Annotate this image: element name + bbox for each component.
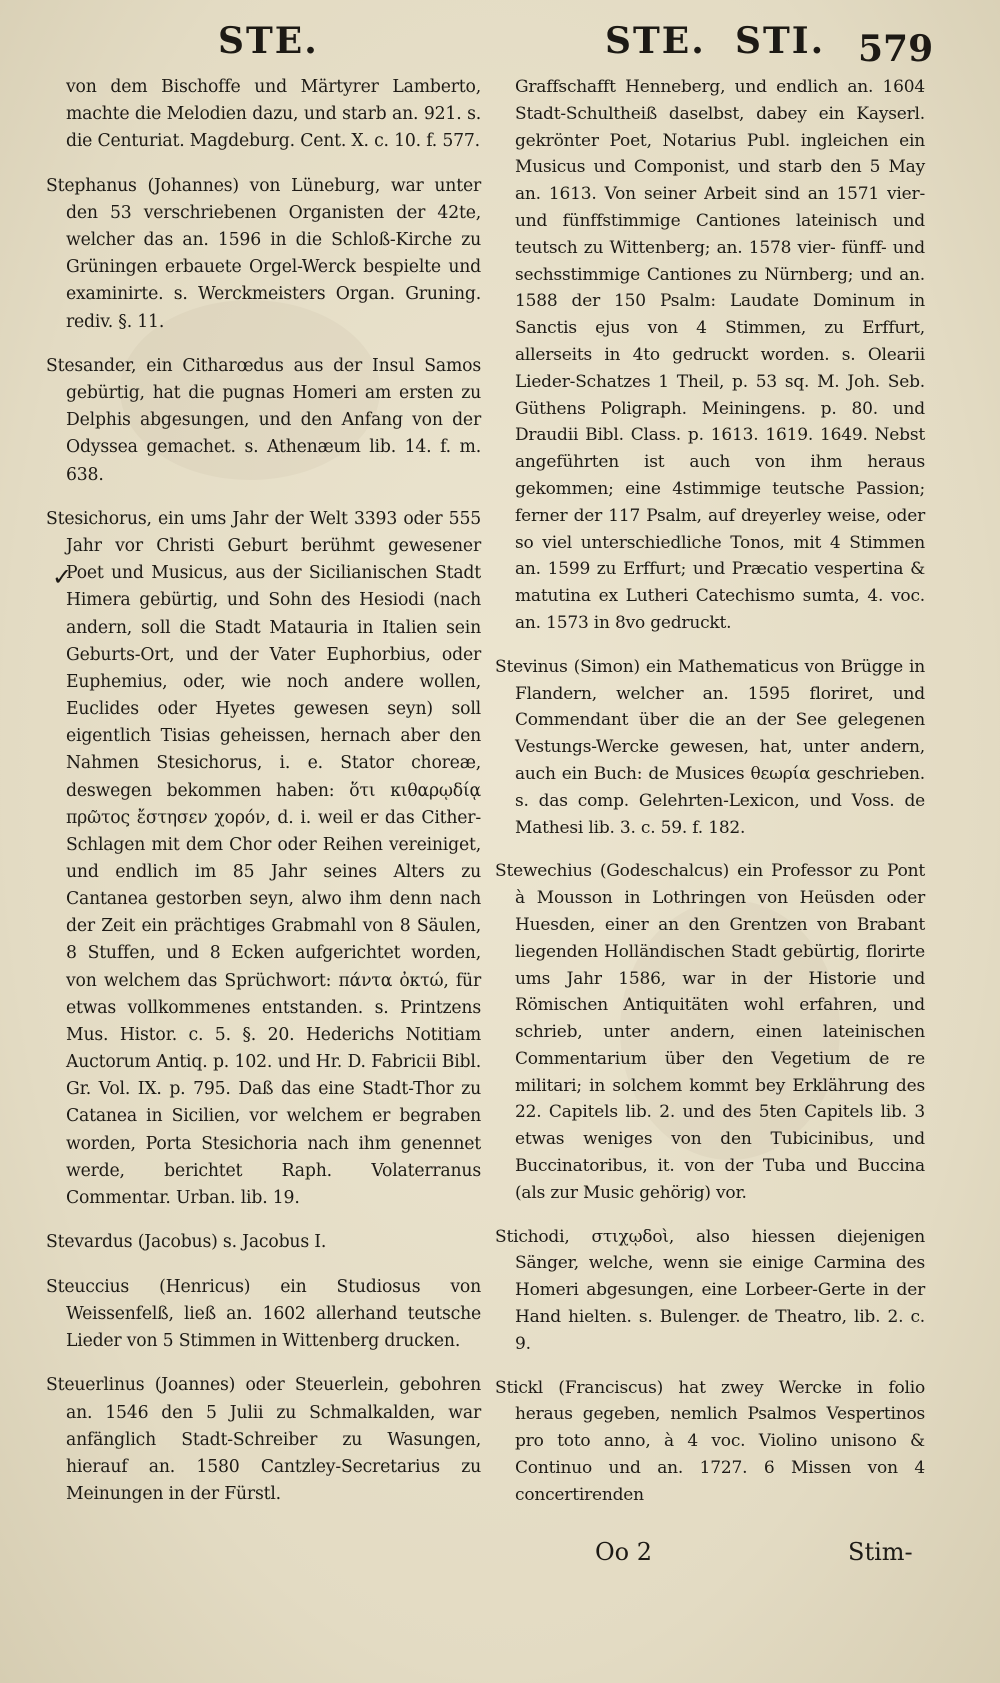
entry-stesichorus: Stesichorus, ein ums Jahr der Welt 3393 oder 555 Jahr vor Christi Geburt berühmt gewesener Poet und Musicus, aus der Sicilianischen Stadt Himera gebürtig, und Sohn des Hesiodi (nach andern, soll die Stadt Matauria in Italien sein Geburts-Ort, und der Vater Euphorbius, oder Euphemius, oder, wie noch andere wollen, Euclides oder Hyetes gewesen seyn) soll eigentlich Tisias geheissen, hernach aber den Nahmen Stesichorus, i. e. Stator choreæ, deswegen bekommen haben: ὅτι κιθαρῳδίᾳ πρῶτος ἔστησεν χορόν, d. i. weil er das Cither-Schlagen mit dem Chor oder Reihen vereiniget, und endlich im 85 Jahr seines Alters zu Cantanea gestorben seyn, alwo ihm denn nach der Zeit ein prächtiges Grabmahl von 8 Säulen, 8 Stuffen, und 8 Ecken aufgerichtet worden, von welchem das Sprüchwort: πάντα ὀκτώ, für etwas vollkommenes entstanden. s. Printzens Mus. Histor. c. 5. §. 20. Hederichs Notitiam Auctorum Antiq. p. 102. und Hr. D. Fabricii Bibl. Gr. Vol. IX. p. 795. Daß das eine Stadt-Thor zu Catanea in Sicilien, vor welchem er begraben worden, Porta Stesichoria nach ihm genennet werde, berichtet Raph. Volaterranus Commentar. Urban. lib. 19. (46, 508, 481, 1208)
page-number: 579 (858, 28, 934, 70)
entry-stewechius: Stewechius (Godeschalcus) ein Professor zu Pont à Mousson in Lothringen von Heüsden oder Huesden, einer an den Grentzen von Brabant liegenden Holländischen Stadt gebürtig, florirte ums Jahr 1586, war in der Historie und Römischen Antiquitäten wohl erfahren, und schrieb, unter andern, einen lateinischen Commentarium über den Vegetium de re militari; in solchem kommt bey Erklährung des 22. Capitels lib. 2. und des 5ten Capitels lib. 3 etwas weniges von den Tubicinibus, und Buccinatoribus, it. von der Tuba und Buccina (als zur Music gehörig) vor. (495, 861, 925, 1203)
entry-stichodi: Stichodi, στιχῳδοὶ, also hiessen diejenigen Sänger, welche, wenn sie einige Carmina des Homeri abgesungen, eine Lorbeer-Gerte in der Hand hielten. s. Bulenger. de Theatro, lib. 2. c. 9. (495, 1226, 925, 1354)
left-column (46, 74, 481, 1513)
entry-lambertus-continuation: von dem Bischoffe und Märtyrer Lamberto, machte die Melodien dazu, und starb an. 921. s. die Centuriat. Magdeburg. Cent. X. c. 10. f. 577. (66, 77, 481, 152)
entry-stesander: Stesander, ein Citharœdus aus der Insul Samos gebürtig, hat die pugnas Homeri am ersten zu Delphis abgesungen, und den Anfang von der Odyssea gemachet. s. Athenæum lib. 14. f. m. 638. (46, 355, 481, 485)
running-head-middle: STE. (605, 20, 706, 62)
signature-mark: Oo 2 (595, 1538, 653, 1566)
entry-stickl: Stickl (Franciscus) hat zwey Wercke in folio heraus gegeben, nemlich Psalmos Vespertinos pro toto anno, à 4 voc. Violino unisono & Continuo und an. 1727. 6 Missen von 4 concertirenden (495, 1377, 925, 1505)
entry-steuerlinus: Steuerlinus (Joannes) oder Steuerlein, gebohren an. 1546 den 5 Julii zu Schmalkalden, war anfänglich Stadt-Schreiber zu Wasungen, hierauf an. 1580 Cantzley-Secretarius zu Meinungen in der Fürstl. (46, 1375, 481, 1504)
right-column (495, 74, 925, 1514)
running-head-left: STE. (218, 20, 319, 62)
margin-annotation: ✓ (52, 563, 73, 591)
entry-steuerlinus-continuation: Graffschafft Henneberg, und endlich an. 1604 Stadt-Schultheiß daselbst, dabey ein Kayserl. gekrönter Poet, Notarius Publ. ingleichen ein Musicus und Componist, und starb den 5 May an. 1613. Von seiner Arbeit sind an 1571 vier- und fünffstimmige Cantiones lateinisch und teutsch zu Wittenberg; an. 1578 vier- fünff- und sechsstimmige Cantiones zu Nürnberg; und an. 1588 der 150 Psalm: Laudate Dominum in Sanctis ejus von 4 Stimmen, zu Erffurt, allerseits in 4to gedruckt worden. s. Olearii Lieder-Schatzes 1 Theil, p. 53 sq. M. Joh. Seb. Güthens Poligraph. Meiningens. p. 80. und Draudii Bibl. Class. p. 1613. 1619. 1649. Nebst angeführten ist auch von ihm heraus gekommen; eine 4stimmige teutsche Passion; ferner der 117 Psalm, auf dreyerley weise, oder so viel unterschiedliche Tonos, mit 4 Stimmen an. 1599 zu Erffurt; und Præcatio vespertina & matutina ex Lutheri Catechismo sumta, 4. voc. an. 1573 in 8vo gedruckt. (515, 77, 925, 633)
entry-steuccius: Steuccius (Henricus) ein Studiosus von Weissenfelß, ließ an. 1602 allerhand teutsche Lieder von 5 Stimmen in Wittenberg drucken. (46, 1276, 481, 1351)
entry-stevardus: Stevardus (Jacobus) s. Jacobus I. (46, 1232, 327, 1253)
entry-stevinus: Stevinus (Simon) ein Mathematicus von Brügge in Flandern, welcher an. 1595 floriret, und Commendant über die an der See gelegenen Vestungs-Wercke gewesen, hat, unter andern, auch ein Buch: de Musices θεωρία geschrieben. s. das comp. Gelehrten-Lexicon, und Voss. de Mathesi lib. 3. c. 59. f. 182. (495, 656, 925, 838)
catchword: Stim- (848, 1538, 913, 1566)
running-head-right: STI. (735, 20, 826, 62)
entry-stephanus: Stephanus (Johannes) von Lüneburg, war unter den 53 verschriebenen Organisten der 42te, welcher das an. 1596 in die Schloß-Kirche zu Grüningen erbauete Orgel-Werck bespielte und examinirte. s. Werckmeisters Organ. Gruning. rediv. §. 11. (46, 175, 481, 332)
